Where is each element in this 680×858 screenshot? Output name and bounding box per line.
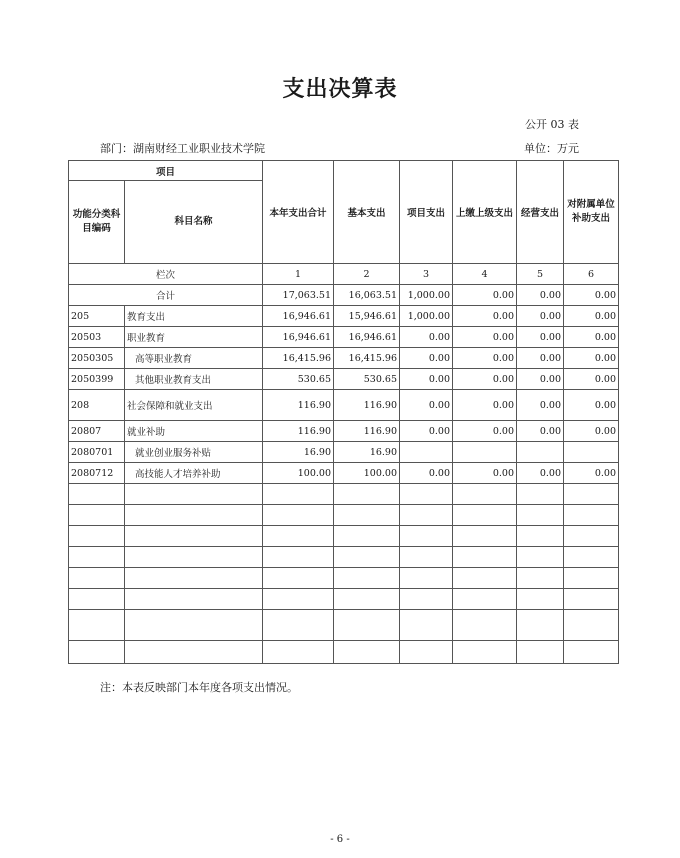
table-cell: 17,063.51 [263,285,334,306]
table-cell: 16,946.61 [263,306,334,327]
header-subject-name: 科目名称 [125,181,263,264]
table-cell: 116.90 [263,421,334,442]
table-cell: 0.00 [517,421,564,442]
table-cell: 0.00 [564,327,619,348]
table-row [69,306,619,327]
expenditure-table [68,160,619,664]
column-number: 5 [517,264,564,285]
table-cell: 0.00 [453,369,517,390]
table-row [69,390,619,421]
header-col-1: 本年支出合计 [263,161,334,264]
total-row [69,285,619,306]
table-cell: 16,946.61 [334,327,400,348]
table-cell: 0.00 [517,327,564,348]
table-cell: 0.00 [400,390,453,421]
table-cell: 116.90 [334,421,400,442]
table-cell: 0.00 [564,463,619,484]
header-col-3: 项目支出 [400,161,453,264]
table-cell: 0.00 [453,463,517,484]
table-cell: 0.00 [453,348,517,369]
column-number: 4 [453,264,517,285]
table-row [69,463,619,484]
row-code: 20807 [69,421,125,442]
column-number: 3 [400,264,453,285]
table-cell: 0.00 [517,369,564,390]
row-name: 就业创业服务补贴 [125,442,263,463]
table-cell: 0.00 [453,285,517,306]
row-name: 职业教育 [125,327,263,348]
row-code: 205 [69,306,125,327]
table-cell: 0.00 [564,390,619,421]
column-number-label: 栏次 [69,264,263,285]
table-cell: 16.90 [334,442,400,463]
table-note: 注：本表反映部门本年度各项支出情况。 [100,681,298,694]
row-code: 2050305 [69,348,125,369]
row-code: 2080712 [69,463,125,484]
table-cell: 16,415.96 [263,348,334,369]
table-cell: 0.00 [564,421,619,442]
table-cell [400,442,453,463]
row-name: 其他职业教育支出 [125,369,263,390]
table-cell: 16,063.51 [334,285,400,306]
page-number: - 6 - [330,834,350,845]
table-cell: 0.00 [453,421,517,442]
header-col-4: 上缴上级支出 [453,161,517,264]
table-cell: 100.00 [263,463,334,484]
empty-row [69,484,619,505]
table-cell: 530.65 [263,369,334,390]
table-cell [453,442,517,463]
empty-row [69,641,619,664]
header-func-code: 功能分类科目编码 [69,181,125,264]
table-cell: 0.00 [517,306,564,327]
empty-row [69,610,619,641]
table-cell: 0.00 [453,306,517,327]
table-cell: 0.00 [517,390,564,421]
header-col-5: 经营支出 [517,161,564,264]
table-row [69,369,619,390]
table-cell: 0.00 [564,306,619,327]
row-code: 20503 [69,327,125,348]
table-cell [564,442,619,463]
column-number: 1 [263,264,334,285]
row-name: 就业补助 [125,421,263,442]
empty-row [69,589,619,610]
table-row [69,348,619,369]
row-name: 社会保障和就业支出 [125,390,263,421]
row-code: 208 [69,390,125,421]
row-code: 2050399 [69,369,125,390]
table-cell: 0.00 [400,421,453,442]
table-cell: 100.00 [334,463,400,484]
table-row [69,421,619,442]
table-cell: 16,946.61 [263,327,334,348]
row-name: 高技能人才培养补助 [125,463,263,484]
table-cell: 15,946.61 [334,306,400,327]
table-cell: 0.00 [564,348,619,369]
table-cell: 0.00 [517,463,564,484]
empty-row [69,526,619,547]
table-cell: 0.00 [453,390,517,421]
table-cell: 0.00 [564,285,619,306]
row-name: 教育支出 [125,306,263,327]
department-label: 部门：湖南财经工业职业技术学院 [100,142,265,155]
empty-row [69,568,619,589]
table-cell: 530.65 [334,369,400,390]
empty-row [69,547,619,568]
table-cell: 1,000.00 [400,285,453,306]
table-cell: 0.00 [517,285,564,306]
table-cell: 0.00 [400,348,453,369]
table-cell: 0.00 [564,369,619,390]
table-cell: 16,415.96 [334,348,400,369]
form-code: 公开 03 表 [525,118,579,131]
table-cell: 0.00 [453,327,517,348]
table-cell: 116.90 [334,390,400,421]
row-code: 2080701 [69,442,125,463]
header-col-2: 基本支出 [334,161,400,264]
header-col-6: 对附属单位补助支出 [564,161,619,264]
table-cell [517,442,564,463]
column-number: 6 [564,264,619,285]
row-name: 高等职业教育 [125,348,263,369]
table-cell: 16.90 [263,442,334,463]
unit-label: 单位：万元 [524,142,579,155]
table-cell: 0.00 [517,348,564,369]
page-title: 支出决算表 [282,77,398,102]
table-row [69,327,619,348]
table-cell: 1,000.00 [400,306,453,327]
table-row [69,442,619,463]
table-cell: 0.00 [400,327,453,348]
table-cell: 0.00 [400,369,453,390]
table-cell: 116.90 [263,390,334,421]
total-label: 合计 [69,285,263,306]
empty-row [69,505,619,526]
table-cell: 0.00 [400,463,453,484]
header-item: 项目 [69,161,263,181]
column-number: 2 [334,264,400,285]
